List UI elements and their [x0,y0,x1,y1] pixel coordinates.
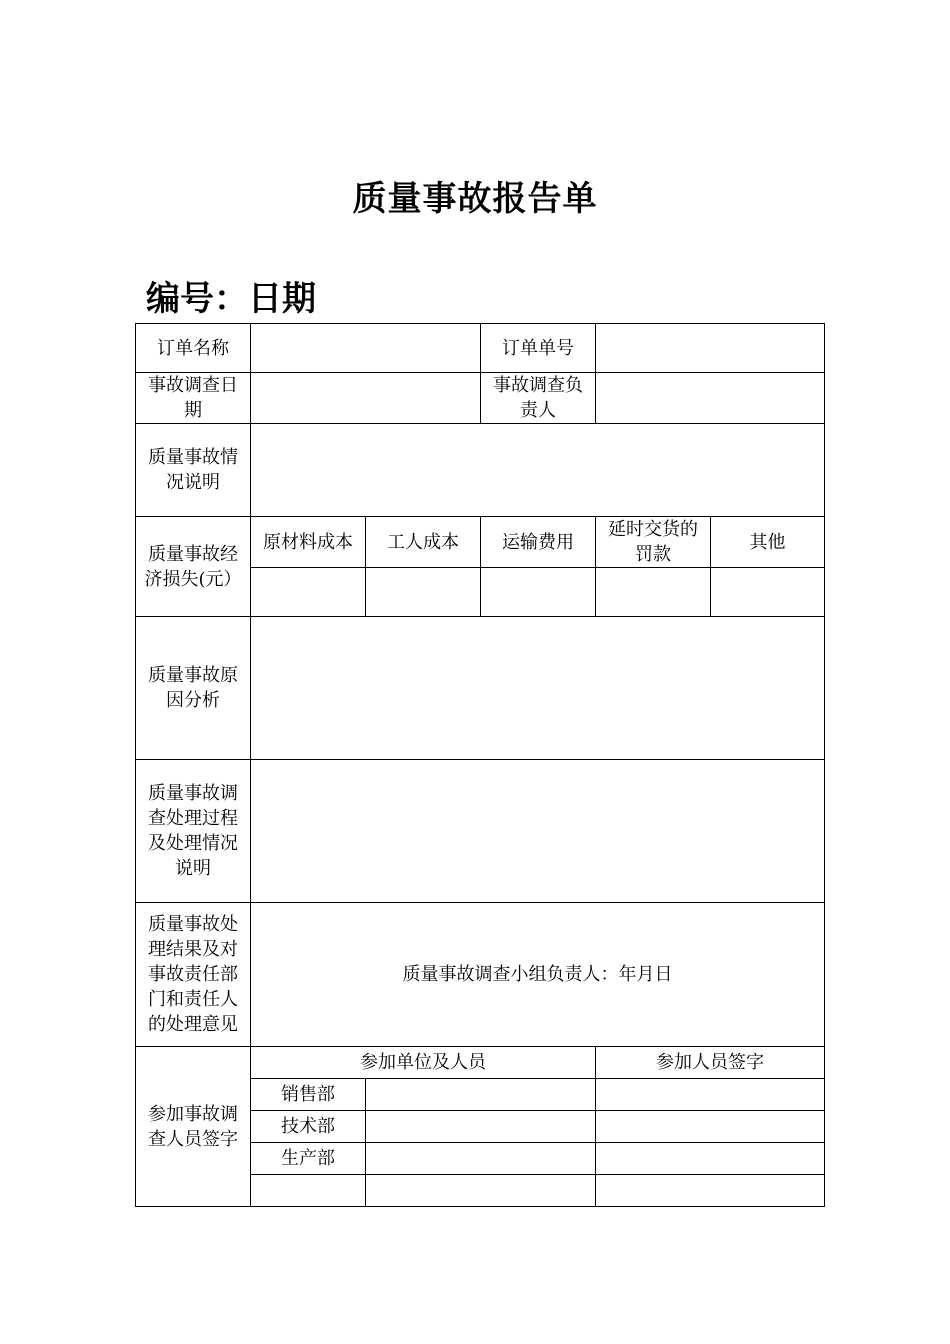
cause-row [136,617,825,760]
tech-staff-field[interactable] [366,1111,596,1143]
loss-header-other: 其他 [711,517,825,568]
investigation-lead-field[interactable] [596,373,825,424]
situation-field[interactable] [251,424,825,517]
result-label: 质量事故处理结果及对事故责任部门和责任人的处理意见 [136,903,251,1047]
cause-field[interactable] [251,617,825,760]
report-form [135,323,825,1207]
document-title: 质量事故报告单 [352,179,598,219]
loss-header-row [136,517,825,568]
blank-signature-field[interactable] [596,1175,825,1207]
investigation-date-label: 事故调查日期 [136,373,251,424]
department-sales: 销售部 [251,1079,366,1111]
loss-material-field[interactable] [251,568,366,617]
investigation-row [136,373,825,424]
loss-header-transport: 运输费用 [481,517,596,568]
participants-unit-header: 参加单位及人员 [251,1047,596,1079]
order-name-field[interactable] [251,324,481,373]
process-field[interactable] [251,760,825,903]
production-signature-field[interactable] [596,1143,825,1175]
production-staff-field[interactable] [366,1143,596,1175]
sales-signature-field[interactable] [596,1079,825,1111]
serial-date-line: 编号：日期 [146,279,316,319]
order-no-label: 订单单号 [481,324,596,373]
situation-row [136,424,825,517]
investigation-lead-label: 事故调查负责人 [481,373,596,424]
tech-signature-field[interactable] [596,1111,825,1143]
order-name-label: 订单名称 [136,324,251,373]
process-label: 质量事故调查处理过程及处理情况说明 [136,760,251,903]
result-field[interactable] [251,903,825,1047]
order-row [136,324,825,373]
department-blank[interactable] [251,1175,366,1207]
order-no-field[interactable] [596,324,825,373]
loss-other-field[interactable] [711,568,825,617]
situation-label: 质量事故情况说明 [136,424,251,517]
participants-label: 参加事故调查人员签字 [136,1047,251,1207]
cause-label: 质量事故原因分析 [136,617,251,760]
investigation-date-field[interactable] [251,373,481,424]
loss-header-labor: 工人成本 [366,517,481,568]
process-row [136,760,825,903]
loss-labor-field[interactable] [366,568,481,617]
participants-header-row [136,1047,825,1079]
loss-transport-field[interactable] [481,568,596,617]
result-row [136,903,825,1047]
loss-label: 质量事故经济损失(元） [136,517,251,617]
loss-penalty-field[interactable] [596,568,711,617]
department-tech: 技术部 [251,1111,366,1143]
loss-header-penalty: 延时交货的罚款 [596,517,711,568]
sales-staff-field[interactable] [366,1079,596,1111]
blank-staff-field[interactable] [366,1175,596,1207]
participants-sign-header: 参加人员签字 [596,1047,825,1079]
department-production: 生产部 [251,1143,366,1175]
result-sign-line: 质量事故调查小组负责人：年月日 [402,964,673,985]
loss-header-material: 原材料成本 [251,517,366,568]
